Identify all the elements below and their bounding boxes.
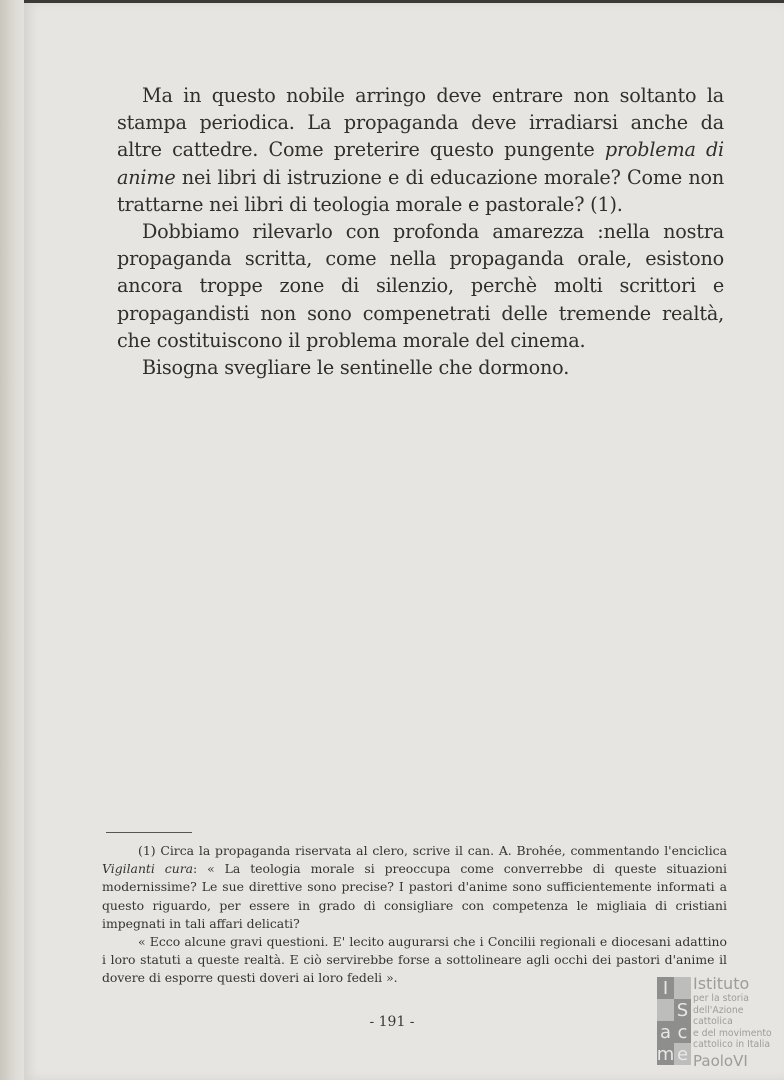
isacem-logo-mark (657, 977, 691, 1065)
text-run: Ma in questo nobile arringo deve entrare non soltanto la stampa periodica. La propaganda deve irradiarsi anche da altre cattedre. Come preterire questo pungente (117, 84, 724, 162)
paragraph (102, 933, 727, 988)
footnote-divider (106, 832, 192, 833)
text-run: : « La teologia morale si preoccupa come converrebbe di queste situazioni modernissime? Le sue direttive sono precise? I pastori d'anime sono sufficientemente informati a questo riguardo, per essere in grado di consigliare con competenza le migliaia di cristiani impegnati in tali affari delicati? (102, 861, 728, 931)
italic-text: Vigilanti cura (102, 861, 194, 877)
logo-letter: I (657, 977, 674, 999)
logo-letter (657, 999, 674, 1021)
paragraph (117, 218, 724, 354)
logo-line: cattolico in Italia (693, 1039, 771, 1050)
italic-text: problema di anime (117, 138, 724, 189)
logo-letter: e (674, 1043, 691, 1065)
logo-letter: S (674, 999, 691, 1021)
logo-line: Istituto (693, 974, 750, 993)
paragraph (102, 842, 727, 933)
logo-letter: a (657, 1021, 674, 1043)
paragraph (117, 354, 724, 381)
logo-letter: m (656, 1043, 675, 1065)
logo-letter: c (674, 1021, 691, 1043)
page-number: - 191 - (369, 1014, 415, 1030)
isacem-logo-text (693, 975, 784, 1070)
logo-line: per la storia (693, 993, 749, 1004)
text-run: « Ecco alcune gravi questioni. E' lecito augurarsi che i Concilii regionali e diocesani adattino i loro statuti a queste realtà. E ciò servirebbe forse a sottolineare agli occhi dei pastori d'anime il dovere di esporre questi doveri ai loro fedeli ». (102, 934, 727, 986)
text-run: nei libri di istruzione e di educazione morale? Come non trattarne nei libri di teologia morale e pastorale? (1). (117, 165, 724, 216)
paragraph (117, 82, 724, 218)
isacem-watermark-logo (656, 974, 782, 1070)
logo-line: PaoloVI (693, 1051, 748, 1070)
page-top-edge (24, 0, 784, 3)
logo-line: e del movimento (693, 1027, 772, 1039)
text-run: Bisogna svegliare le sentinelle che dormono. (142, 356, 570, 380)
logo-letter (674, 977, 691, 999)
text-run: (1) Circa la propaganda riservata al clero, scrive il can. A. Brohée, commentando l'enciclica (138, 843, 727, 858)
footnotes (102, 842, 727, 988)
text-run: Dobbiamo rilevarlo con profonda amarezza :nella nostra propaganda scritta, come nella propaganda orale, esistono ancora troppe zone di silenzio, perchè molti scrittori e propagandisti non sono compenetrati delle tremende realtà, che costituiscono il problema morale del cinema. (117, 220, 724, 352)
main-text (117, 82, 724, 381)
logo-line: dell'Azione cattolica (693, 1004, 744, 1027)
book-spine-shadow (0, 0, 26, 1080)
